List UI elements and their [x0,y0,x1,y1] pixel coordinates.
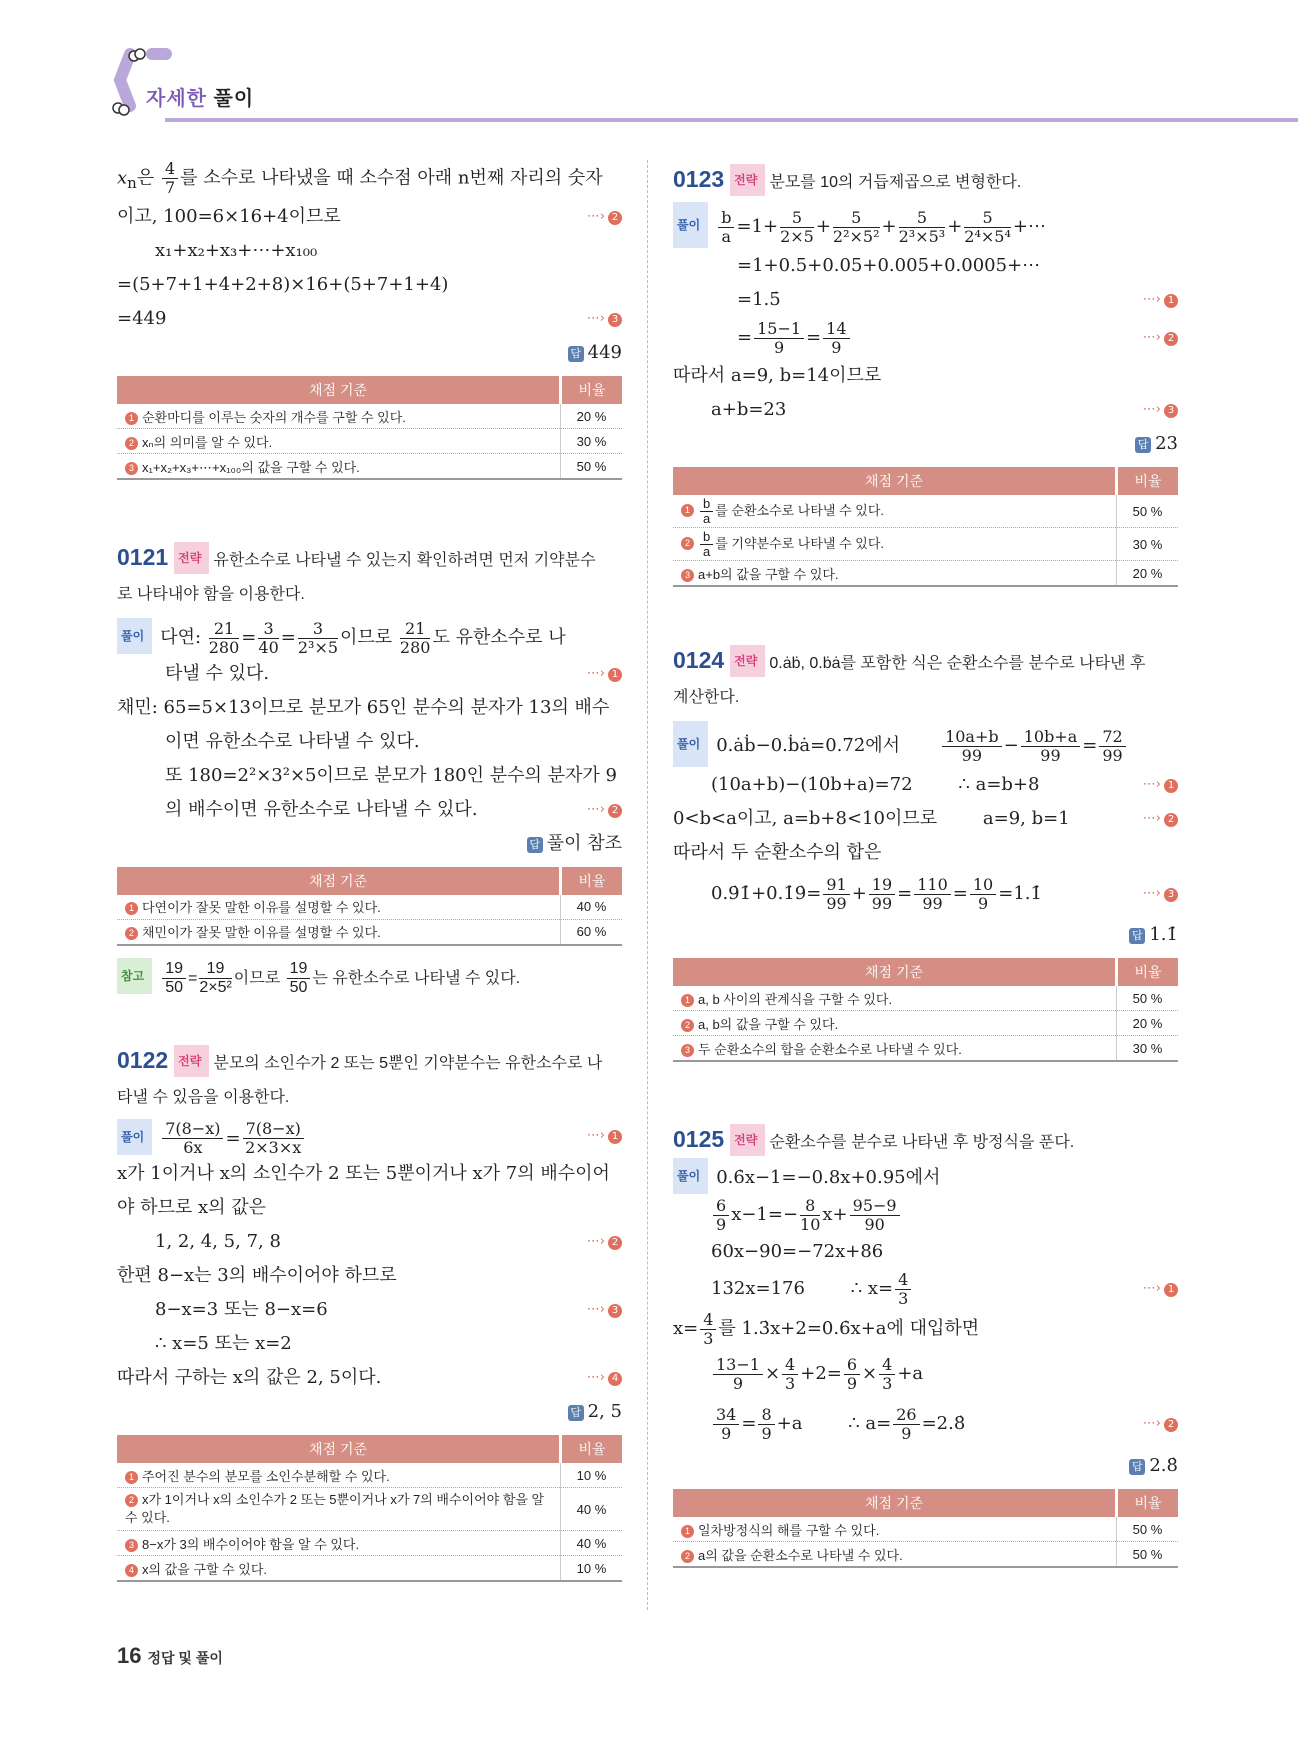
column-divider [647,160,648,1610]
question-heading: 계산한다. [673,689,740,706]
intro-line: $x_n$은 $\frac{4}{7}$ 를 소수로 나타냈을 때 소수점 아래 n번째 자리의 숫자 [117,159,603,197]
solution-line: 풀이 $\frac{7(8-x)}{6x}$ = $\frac{7(8-x)}{2\times 3\times x}$ ⋯› 1 [117,1119,622,1158]
answer: 답 2.8̇ [673,1449,1178,1483]
solution-line: $\frac{13-1}{9}$ × $\frac{4}{3}$ +2= $\frac{6}{9}$ × $\frac{4}{3}$ +a [673,1349,1178,1399]
solution-line: =1.5̇ ⋯› 1 [673,283,1178,317]
page-header [110,40,1298,130]
left-column [117,160,622,1582]
intro-line: =(5+7+1+4+2+8)×16+(5+7+1+4) [117,274,449,296]
solution-line: x= $\frac{4}{3}$ 를 1.3̇x+2=0.6̇x+a에 대입하면 [673,1309,980,1348]
solution-line: =1+0.5+0.05+0.005+0.0005+⋯ [737,255,1041,276]
grading-table: 채점 기준 비율 1 $\frac{b}{a}$ 를 순환소수로 나타낼 수 있다. 50 % 2 $\frac{b}{a}$ 를 기약분수로 나타낼 수 있다. 30 % 3 a+b의 값을 구할 수 있다. 20 % [673,467,1178,587]
grading-table: 채점 기준 비율 1 일차방정식의 해를 구할 수 있다. 50 % 2 a의 값을 순환소수로 나타낼 수 있다. 50 % [673,1489,1178,1568]
solution-line: (10a+b)−(10b+a)=72 ∴ a=b+8 ⋯› 1 [673,768,1178,802]
question-heading: 로 나타내야 함을 이용한다. [117,586,305,604]
solution-line: 8−x=3 또는 8−x=6 ⋯› 3 [117,1293,622,1327]
question-heading: 0121 전략 유한소수로 나타낼 수 있는지 확인하려면 먼저 기약분수 [117,542,622,576]
solution-line: 이면 유한소수로 나타낼 수 있다. [165,730,420,752]
solution-line: 132x=176 ∴ x= $\frac{4}{3}$ ⋯› 1 [673,1269,1178,1309]
solution-line: 의 배수이면 유한소수로 나타낼 수 있다. ⋯› 2 [117,793,622,827]
page-title: 자세한 풀이 [146,88,255,110]
solution-line: 60x−90=−72x+86 [711,1241,884,1262]
solution-line: 따라서 a=9, b=14이므로 [673,365,882,386]
solution-line: x가 1이거나 x의 소인수가 2 또는 5뿐이거나 x가 7의 배수이어 [117,1163,610,1185]
question-heading: 0124 전략 0.ȧḃ, 0.ḃȧ를 포함한 식은 순환소수를 분수로 나타낸 후 [673,645,1178,679]
page-footer-label: 정답 및 풀이 [147,1650,223,1666]
answer: 답 23 [673,427,1178,461]
page-footer [117,1643,223,1669]
right-column [673,160,1178,1568]
question-heading: 0123 전략 분모를 10의 거듭제곱으로 변형한다. [673,164,1178,198]
solution-line: 채민: 65=5×13이므로 분모가 65인 분수의 분자가 13의 배수 [117,696,610,718]
page-number: 16 [117,1643,142,1668]
solution-line: $\frac{34}{9}$ = $\frac{8}{9}$ +a ∴ a= $\frac{26}{9}$ =2.8̇ ⋯› 2 [673,1399,1178,1449]
grading-table: 채점 기준 비율 1 주어진 분수의 분모를 소인수분해할 수 있다. 10 % 2 x가 1이거나 x의 소인수가 2 또는 5뿐이거나 x가 7의 배수이어야 함을 알 수 있다. 40 % 3 8−x가 3의 배수이어야 함을 알 수 있다. 40 % 4 x의 값을 구할 수 있다. 10 % [117,1435,622,1582]
solution-line: = $\frac{15-1}{9}$ = $\frac{14}{9}$ ⋯› 2 [673,317,1178,359]
solution-line: 한편 8−x는 3의 배수이어야 하므로 [117,1265,397,1287]
solution-line: 풀이 0.6̇x−1=−0.8x+0.95̇에서 [673,1158,1178,1195]
question-heading: 타낼 수 있음을 이용한다. [117,1088,290,1106]
solution-line: a+b=23 ⋯› 3 [673,393,1178,427]
intro-line: =449 ⋯› 3 [117,302,622,336]
answer: 답 풀이 참조 [117,827,622,861]
solution-line: $\frac{6}{9}$ x−1=− $\frac{8}{10}$ x+ $\frac{95-9}{90}$ [673,1195,1178,1235]
grading-table: 채점 기준 비율 1 순환마디를 이루는 숫자의 개수를 구할 수 있다. 20 % 2 xₙ의 의미를 알 수 있다. 30 % 3 x₁+x₂+x₃+⋯+x₁₀₀의 값을 구할 수 있다. 50 % [117,376,622,480]
intro-line: x₁+x₂+x₃+⋯+x₁₀₀ [155,240,318,262]
reference-note: 참고 $\frac{19}{50}$ = $\frac{19}{\text{2×5²}}$ 이므로 $\frac{19}{50}$ 는 유한소수로 나타낼 수 있다. [117,958,622,997]
solution-line: 0.9̇1̇+0.1̇9̇= $\frac{91}{99}$ + $\frac{19}{99}$ = $\frac{110}{99}$ = $\frac{10}{9}$ =1.1̇ ⋯› 3 [673,870,1178,918]
grading-table: 채점 기준 비율 1 다연이가 잘못 말한 이유를 설명할 수 있다. 40 % 2 채민이가 잘못 말한 이유를 설명할 수 있다. 60 % [117,867,622,946]
solution-line: 야 하므로 x의 값은 [117,1197,267,1219]
solution-line: 따라서 두 순환소수의 합은 [673,842,882,863]
solution-line: 1, 2, 4, 5, 7, 8 ⋯› 2 [117,1225,622,1259]
answer: 답 1.1̇ [673,918,1178,952]
solution-line: 풀이 0.ȧḃ−0.ḃȧ=0.7̇2̇에서 $\frac{10a+b}{99}$ − $\frac{10b+a}{99}$ = $\frac{72}{99}$ [673,721,1178,768]
solution-line: 0<b<a이고, a=b+8<10이므로 a=9, b=1 ⋯› 2 [673,802,1178,836]
solution-line: 풀이 다연: $\frac{21}{280}$ = $\frac{3}{40}$ = $\frac{3}{\text{2³×5}}$ 이므로 $\frac{21}{280}$ 도 유한소수로 나 [117,618,622,657]
intro-line: 이고, 100=6×16+4이므로 ⋯› 2 [117,200,622,234]
solution-line: 타낼 수 있다. ⋯› 1 [117,657,622,691]
solution-line: 풀이 $\frac{b}{a}$ =1+ $\frac{5}{2\times 5}$ + $\frac{5}{\text{2²×5²}}$ + $\frac{5}{\text{2³×5³}}$ + $\frac{5}{\text{2⁴×5⁴}}$ +⋯ [673,202,1178,249]
answer: 답 449 [117,336,622,370]
grading-table: 채점 기준 비율 1 a, b 사이의 관계식을 구할 수 있다. 50 % 2 a, b의 값을 구할 수 있다. 20 % 3 두 순환소수의 합을 순환소수로 나타낼 수 있다. 30 % [673,958,1178,1062]
question-heading: 0125 전략 순환소수를 분수로 나타낸 후 방정식을 푼다. [673,1124,1178,1158]
solution-line: 또 180=2²×3²×5이므로 분모가 180인 분수의 분자가 9 [165,764,617,786]
header-rule [165,118,1298,122]
solution-line: 따라서 구하는 x의 값은 2, 5이다. ⋯› 4 [117,1361,622,1395]
answer: 답 2, 5 [117,1395,622,1429]
question-heading: 0122 전략 분모의 소인수가 2 또는 5뿐인 기약분수는 유한소수로 나 [117,1045,622,1079]
solution-line: ∴ x=5 또는 x=2 [155,1333,292,1355]
